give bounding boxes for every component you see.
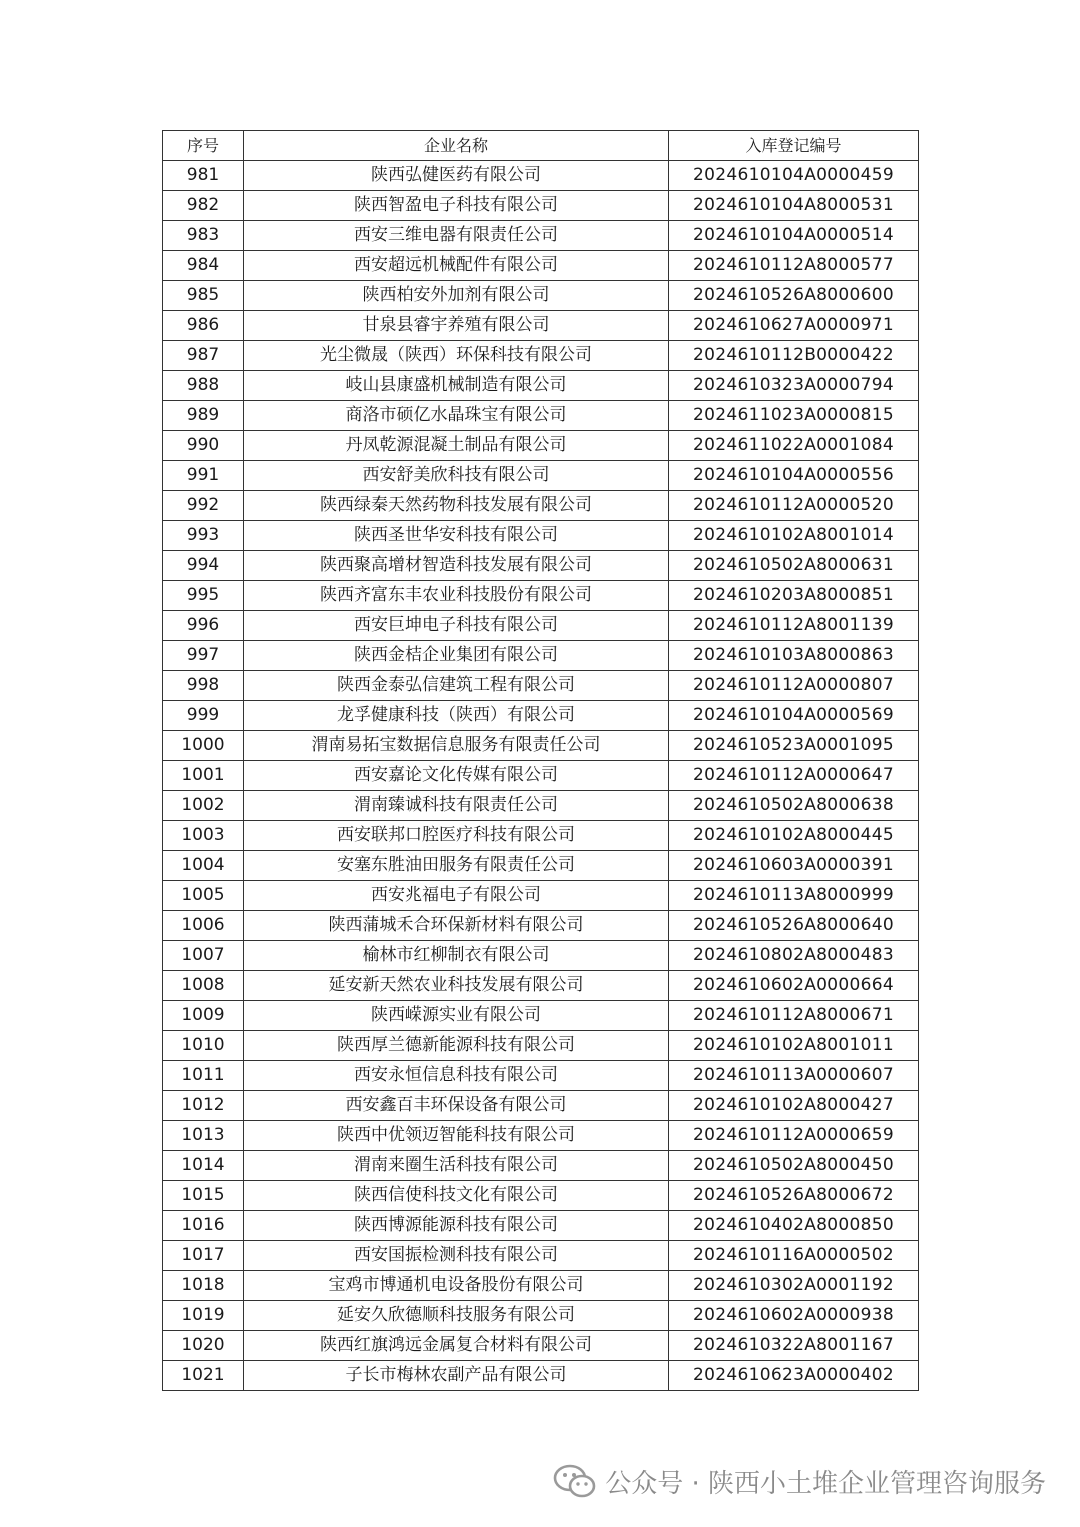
table-row xyxy=(163,731,919,761)
cell-registration-code: 2024610103A8000863 xyxy=(669,641,919,671)
cell-registration-code: 2024610102A8000427 xyxy=(669,1091,919,1121)
cell-enterprise-name: 西安嘉论文化传媒有限公司 xyxy=(244,761,669,791)
table-row xyxy=(163,701,919,731)
table-row xyxy=(163,581,919,611)
cell-registration-code: 2024610523A0001095 xyxy=(669,731,919,761)
table-row xyxy=(163,1001,919,1031)
cell-enterprise-name: 陕西绿秦天然药物科技发展有限公司 xyxy=(244,491,669,521)
cell-registration-code: 2024610112A0000659 xyxy=(669,1121,919,1151)
cell-enterprise-name: 龙孚健康科技（陕西）有限公司 xyxy=(244,701,669,731)
cell-enterprise-name: 陕西齐富东丰农业科技股份有限公司 xyxy=(244,581,669,611)
cell-serial-no: 983 xyxy=(163,221,244,251)
wechat-watermark xyxy=(553,1461,1046,1501)
table-row xyxy=(163,1181,919,1211)
cell-registration-code: 2024610112B0000422 xyxy=(669,341,919,371)
table-row xyxy=(163,221,919,251)
header-serial-no: 序号 xyxy=(163,131,244,161)
cell-enterprise-name: 西安鑫百丰环保设备有限公司 xyxy=(244,1091,669,1121)
cell-registration-code: 2024611023A0000815 xyxy=(669,401,919,431)
cell-enterprise-name: 陕西金桔企业集团有限公司 xyxy=(244,641,669,671)
table-row xyxy=(163,161,919,191)
table-row xyxy=(163,671,919,701)
cell-serial-no: 982 xyxy=(163,191,244,221)
cell-registration-code: 2024610116A0000502 xyxy=(669,1241,919,1271)
cell-serial-no: 991 xyxy=(163,461,244,491)
cell-serial-no: 987 xyxy=(163,341,244,371)
cell-registration-code: 2024610102A8001011 xyxy=(669,1031,919,1061)
table-row xyxy=(163,791,919,821)
cell-serial-no: 998 xyxy=(163,671,244,701)
table-row xyxy=(163,371,919,401)
cell-serial-no: 1008 xyxy=(163,971,244,1001)
cell-enterprise-name: 西安国振检测科技有限公司 xyxy=(244,1241,669,1271)
cell-serial-no: 997 xyxy=(163,641,244,671)
cell-registration-code: 2024610623A0000402 xyxy=(669,1361,919,1391)
table-row xyxy=(163,191,919,221)
cell-serial-no: 1018 xyxy=(163,1271,244,1301)
cell-enterprise-name: 西安巨坤电子科技有限公司 xyxy=(244,611,669,641)
cell-registration-code: 2024610112A0000520 xyxy=(669,491,919,521)
table-row xyxy=(163,401,919,431)
cell-enterprise-name: 西安永恒信息科技有限公司 xyxy=(244,1061,669,1091)
cell-serial-no: 996 xyxy=(163,611,244,641)
cell-enterprise-name: 陕西嵘源实业有限公司 xyxy=(244,1001,669,1031)
watermark-text: 公众号 · 陕西小土堆企业管理咨询服务 xyxy=(605,1468,1046,1499)
cell-registration-code: 2024611022A0001084 xyxy=(669,431,919,461)
table-row xyxy=(163,971,919,1001)
table-row xyxy=(163,611,919,641)
cell-enterprise-name: 陕西中优领迈智能科技有限公司 xyxy=(244,1121,669,1151)
table-row xyxy=(163,1151,919,1181)
cell-registration-code: 2024610104A0000569 xyxy=(669,701,919,731)
table-row xyxy=(163,251,919,281)
cell-enterprise-name: 渭南来圈生活科技有限公司 xyxy=(244,1151,669,1181)
cell-enterprise-name: 陕西聚高增材智造科技发展有限公司 xyxy=(244,551,669,581)
cell-enterprise-name: 延安久欣德顺科技服务有限公司 xyxy=(244,1301,669,1331)
table-row xyxy=(163,461,919,491)
table-row xyxy=(163,1061,919,1091)
cell-registration-code: 2024610112A8000671 xyxy=(669,1001,919,1031)
table-body xyxy=(163,161,919,1391)
table-row xyxy=(163,1091,919,1121)
cell-registration-code: 2024610112A0000647 xyxy=(669,761,919,791)
table-row xyxy=(163,281,919,311)
cell-enterprise-name: 宝鸡市博通机电设备股份有限公司 xyxy=(244,1271,669,1301)
cell-enterprise-name: 陕西厚兰德新能源科技有限公司 xyxy=(244,1031,669,1061)
cell-registration-code: 2024610112A0000807 xyxy=(669,671,919,701)
cell-enterprise-name: 陕西柏安外加剂有限公司 xyxy=(244,281,669,311)
table-row xyxy=(163,761,919,791)
cell-serial-no: 1011 xyxy=(163,1061,244,1091)
cell-serial-no: 990 xyxy=(163,431,244,461)
cell-enterprise-name: 陕西蒲城禾合环保新材料有限公司 xyxy=(244,911,669,941)
cell-serial-no: 989 xyxy=(163,401,244,431)
cell-registration-code: 2024610802A8000483 xyxy=(669,941,919,971)
cell-registration-code: 2024610322A8001167 xyxy=(669,1331,919,1361)
cell-enterprise-name: 丹凤乾源混凝土制品有限公司 xyxy=(244,431,669,461)
cell-serial-no: 1010 xyxy=(163,1031,244,1061)
table-header-row xyxy=(163,131,919,161)
cell-serial-no: 1016 xyxy=(163,1211,244,1241)
cell-registration-code: 2024610104A0000514 xyxy=(669,221,919,251)
cell-registration-code: 2024610502A8000450 xyxy=(669,1151,919,1181)
cell-registration-code: 2024610602A0000664 xyxy=(669,971,919,1001)
cell-serial-no: 985 xyxy=(163,281,244,311)
table-row xyxy=(163,491,919,521)
table-row xyxy=(163,1361,919,1391)
cell-serial-no: 1019 xyxy=(163,1301,244,1331)
cell-serial-no: 1003 xyxy=(163,821,244,851)
cell-enterprise-name: 安塞东胜油田服务有限责任公司 xyxy=(244,851,669,881)
cell-serial-no: 1000 xyxy=(163,731,244,761)
cell-registration-code: 2024610104A0000459 xyxy=(669,161,919,191)
cell-enterprise-name: 商洛市硕亿水晶珠宝有限公司 xyxy=(244,401,669,431)
table-row xyxy=(163,431,919,461)
cell-registration-code: 2024610104A8000531 xyxy=(669,191,919,221)
header-registration-code: 入库登记编号 xyxy=(669,131,919,161)
cell-registration-code: 2024610402A8000850 xyxy=(669,1211,919,1241)
table-row xyxy=(163,881,919,911)
cell-enterprise-name: 陕西红旗鸿远金属复合材料有限公司 xyxy=(244,1331,669,1361)
cell-enterprise-name: 西安兆福电子有限公司 xyxy=(244,881,669,911)
cell-registration-code: 2024610113A8000999 xyxy=(669,881,919,911)
cell-enterprise-name: 榆林市红柳制衣有限公司 xyxy=(244,941,669,971)
cell-registration-code: 2024610526A8000640 xyxy=(669,911,919,941)
cell-registration-code: 2024610627A0000971 xyxy=(669,311,919,341)
cell-serial-no: 1001 xyxy=(163,761,244,791)
cell-serial-no: 993 xyxy=(163,521,244,551)
cell-registration-code: 2024610302A0001192 xyxy=(669,1271,919,1301)
wechat-icon xyxy=(553,1463,597,1499)
cell-serial-no: 1004 xyxy=(163,851,244,881)
cell-serial-no: 1020 xyxy=(163,1331,244,1361)
cell-serial-no: 1014 xyxy=(163,1151,244,1181)
cell-registration-code: 2024610323A0000794 xyxy=(669,371,919,401)
cell-serial-no: 1009 xyxy=(163,1001,244,1031)
cell-enterprise-name: 岐山县康盛机械制造有限公司 xyxy=(244,371,669,401)
cell-enterprise-name: 陕西弘健医药有限公司 xyxy=(244,161,669,191)
cell-registration-code: 2024610603A0000391 xyxy=(669,851,919,881)
cell-serial-no: 999 xyxy=(163,701,244,731)
table-row xyxy=(163,551,919,581)
cell-enterprise-name: 子长市梅林农副产品有限公司 xyxy=(244,1361,669,1391)
cell-serial-no: 1005 xyxy=(163,881,244,911)
cell-enterprise-name: 西安超远机械配件有限公司 xyxy=(244,251,669,281)
cell-registration-code: 2024610104A0000556 xyxy=(669,461,919,491)
table-row xyxy=(163,341,919,371)
table-row xyxy=(163,311,919,341)
cell-enterprise-name: 陕西金泰弘信建筑工程有限公司 xyxy=(244,671,669,701)
cell-serial-no: 1006 xyxy=(163,911,244,941)
cell-serial-no: 984 xyxy=(163,251,244,281)
cell-enterprise-name: 延安新天然农业科技发展有限公司 xyxy=(244,971,669,1001)
enterprise-registration-table xyxy=(162,130,919,1391)
table-row xyxy=(163,1301,919,1331)
cell-registration-code: 2024610102A8001014 xyxy=(669,521,919,551)
cell-serial-no: 1021 xyxy=(163,1361,244,1391)
cell-registration-code: 2024610526A8000600 xyxy=(669,281,919,311)
table-row xyxy=(163,911,919,941)
cell-enterprise-name: 陕西智盈电子科技有限公司 xyxy=(244,191,669,221)
cell-serial-no: 1017 xyxy=(163,1241,244,1271)
cell-enterprise-name: 光尘微晟（陕西）环保科技有限公司 xyxy=(244,341,669,371)
cell-enterprise-name: 西安联邦口腔医疗科技有限公司 xyxy=(244,821,669,851)
cell-serial-no: 1012 xyxy=(163,1091,244,1121)
table-row xyxy=(163,1031,919,1061)
cell-enterprise-name: 陕西圣世华安科技有限公司 xyxy=(244,521,669,551)
table-row xyxy=(163,821,919,851)
cell-serial-no: 992 xyxy=(163,491,244,521)
cell-registration-code: 2024610113A0000607 xyxy=(669,1061,919,1091)
cell-serial-no: 995 xyxy=(163,581,244,611)
cell-enterprise-name: 西安三维电器有限责任公司 xyxy=(244,221,669,251)
cell-registration-code: 2024610502A8000631 xyxy=(669,551,919,581)
table-row xyxy=(163,1241,919,1271)
cell-registration-code: 2024610526A8000672 xyxy=(669,1181,919,1211)
cell-registration-code: 2024610102A8000445 xyxy=(669,821,919,851)
table-row xyxy=(163,941,919,971)
cell-enterprise-name: 陕西博源能源科技有限公司 xyxy=(244,1211,669,1241)
cell-serial-no: 1007 xyxy=(163,941,244,971)
cell-registration-code: 2024610112A8001139 xyxy=(669,611,919,641)
cell-registration-code: 2024610112A8000577 xyxy=(669,251,919,281)
cell-serial-no: 1015 xyxy=(163,1181,244,1211)
cell-serial-no: 988 xyxy=(163,371,244,401)
header-enterprise-name: 企业名称 xyxy=(244,131,669,161)
cell-serial-no: 981 xyxy=(163,161,244,191)
cell-registration-code: 2024610602A0000938 xyxy=(669,1301,919,1331)
table-row xyxy=(163,521,919,551)
table-row xyxy=(163,1121,919,1151)
table-row xyxy=(163,1331,919,1361)
cell-enterprise-name: 渭南臻诚科技有限责任公司 xyxy=(244,791,669,821)
cell-serial-no: 986 xyxy=(163,311,244,341)
cell-registration-code: 2024610502A8000638 xyxy=(669,791,919,821)
cell-serial-no: 994 xyxy=(163,551,244,581)
cell-serial-no: 1002 xyxy=(163,791,244,821)
cell-registration-code: 2024610203A8000851 xyxy=(669,581,919,611)
table-row xyxy=(163,641,919,671)
table-row xyxy=(163,1271,919,1301)
cell-enterprise-name: 甘泉县睿宇养殖有限公司 xyxy=(244,311,669,341)
table-row xyxy=(163,851,919,881)
cell-enterprise-name: 陕西信使科技文化有限公司 xyxy=(244,1181,669,1211)
cell-enterprise-name: 西安舒美欣科技有限公司 xyxy=(244,461,669,491)
table-row xyxy=(163,1211,919,1241)
cell-enterprise-name: 渭南易拓宝数据信息服务有限责任公司 xyxy=(244,731,669,761)
cell-serial-no: 1013 xyxy=(163,1121,244,1151)
